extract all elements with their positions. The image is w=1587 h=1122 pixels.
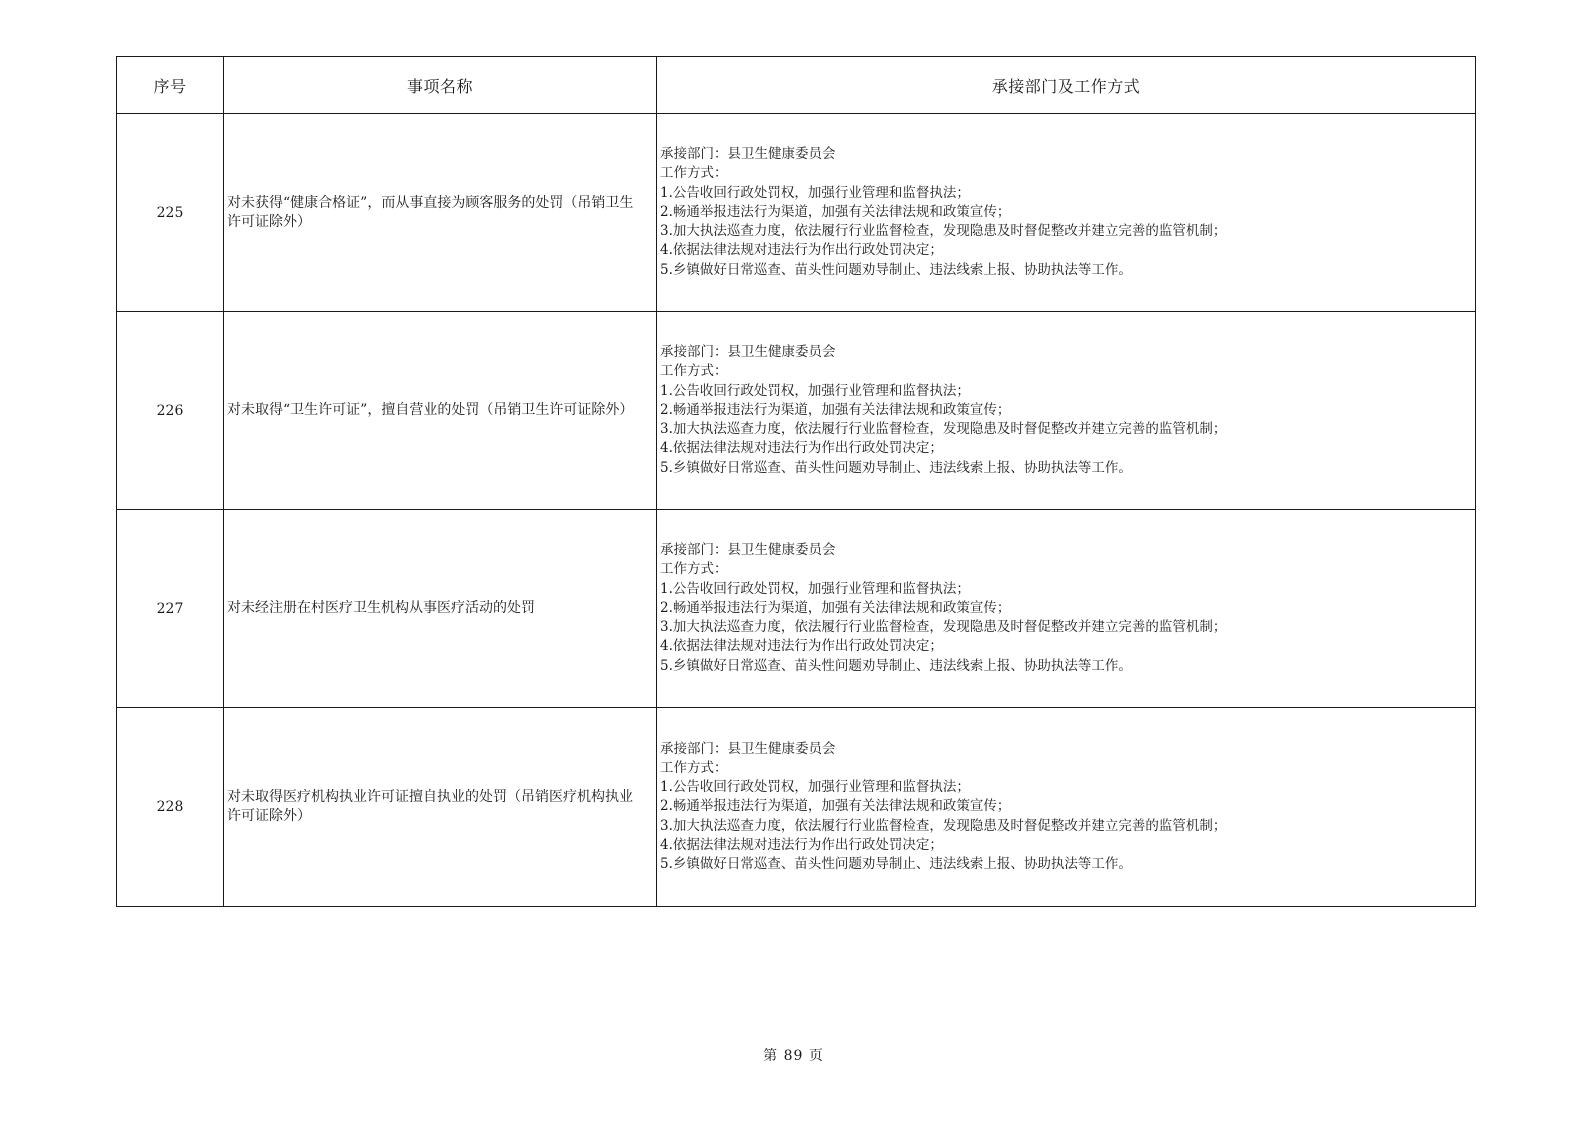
dept-line: 1.公告收回行政处罚权，加强行业管理和监督执法； [660, 382, 970, 399]
dept-line: 4.依据法律法规对违法行为作出行政处罚决定； [660, 836, 943, 853]
dept-line: 承接部门：县卫生健康委员会 [660, 740, 836, 757]
matters-table [116, 56, 1476, 907]
header-dept: 承接部门及工作方式 [991, 76, 1141, 96]
dept-line: 3.加大执法巡查力度，依法履行行业监督检查，发现隐患及时督促整改并建立完善的监管机制； [660, 619, 1227, 636]
row-dept-cell [657, 510, 1475, 707]
row-name: 对未经注册在村医疗卫生机构从事医疗活动的处罚 [227, 600, 535, 616]
dept-line: 4.依据法律法规对违法行为作出行政处罚决定； [660, 638, 943, 655]
table-row [117, 510, 1475, 708]
row-name: 对未取得“卫生许可证”，擅自营业的处罚（吊销卫生许可证除外） [227, 402, 634, 418]
dept-line: 承接部门：县卫生健康委员会 [660, 344, 836, 361]
row-dept-lines [657, 343, 1226, 477]
row-seq-cell [117, 312, 224, 509]
row-dept-lines [657, 740, 1226, 874]
header-seq: 序号 [117, 57, 224, 113]
dept-line: 2.畅通举报违法行为渠道，加强有关法律法规和政策宣传； [660, 401, 1011, 418]
row-seq: 226 [156, 402, 184, 419]
dept-line: 1.公告收回行政处罚权，加强行业管理和监督执法； [660, 580, 970, 597]
row-dept-cell [657, 312, 1475, 509]
row-seq: 225 [156, 204, 184, 221]
header-name: 事项名称 [224, 57, 657, 113]
row-name: 对未获得“健康合格证”，而从事直接为顾客服务的处罚（吊销卫生许可证除外） [227, 194, 634, 230]
dept-line: 工作方式： [660, 165, 728, 182]
dept-line: 承接部门：县卫生健康委员会 [660, 542, 836, 559]
dept-line: 3.加大执法巡查力度，依法履行行业监督检查，发现隐患及时督促整改并建立完善的监管机制； [660, 421, 1227, 438]
row-dept-cell [657, 708, 1475, 906]
row-name-cell [224, 708, 657, 906]
dept-line: 5.乡镇做好日常巡查、苗头性问题劝导制止、违法线索上报、协助执法等工作。 [660, 459, 1132, 476]
dept-line: 2.畅通举报违法行为渠道，加强有关法律法规和政策宣传； [660, 798, 1011, 815]
dept-line: 5.乡镇做好日常巡查、苗头性问题劝导制止、违法线索上报、协助执法等工作。 [660, 657, 1132, 674]
dept-line: 5.乡镇做好日常巡查、苗头性问题劝导制止、违法线索上报、协助执法等工作。 [660, 856, 1132, 872]
dept-line: 5.乡镇做好日常巡查、苗头性问题劝导制止、违法线索上报、协助执法等工作。 [660, 261, 1132, 278]
row-name-cell [224, 312, 657, 509]
row-dept-lines [657, 541, 1226, 675]
dept-line: 2.畅通举报违法行为渠道，加强有关法律法规和政策宣传； [660, 203, 1011, 220]
dept-line: 4.依据法律法规对违法行为作出行政处罚决定； [660, 242, 943, 259]
dept-line: 工作方式： [660, 759, 728, 776]
dept-line: 工作方式： [660, 561, 728, 578]
table-row [117, 708, 1475, 906]
table-row [117, 114, 1475, 312]
table-row [117, 312, 1475, 510]
row-name: 对未取得医疗机构执业许可证擅自执业的处罚（吊销医疗机构执业许可证除外） [227, 789, 633, 824]
dept-line: 2.畅通举报违法行为渠道，加强有关法律法规和政策宣传； [660, 599, 1011, 616]
dept-line: 3.加大执法巡查力度，依法履行行业监督检查，发现隐患及时督促整改并建立完善的监管机制； [660, 223, 1227, 240]
row-seq-cell [117, 510, 224, 707]
dept-line: 4.依据法律法规对违法行为作出行政处罚决定； [660, 440, 943, 457]
table-header-row [117, 57, 1475, 114]
dept-line: 3.加大执法巡查力度，依法履行行业监督检查，发现隐患及时督促整改并建立完善的监管机制； [660, 817, 1227, 834]
row-seq-cell [117, 114, 224, 311]
dept-line: 1.公告收回行政处罚权，加强行业管理和监督执法； [660, 779, 970, 796]
dept-line: 工作方式： [660, 363, 728, 380]
row-dept-cell [657, 114, 1475, 311]
row-seq: 228 [156, 799, 184, 815]
row-name-cell [224, 510, 657, 707]
dept-line: 承接部门：县卫生健康委员会 [660, 146, 836, 163]
row-seq-cell [117, 708, 224, 906]
row-seq: 227 [156, 600, 184, 617]
page-number: 第 89 页 [763, 1048, 824, 1064]
row-dept-lines [657, 145, 1226, 279]
dept-line: 1.公告收回行政处罚权，加强行业管理和监督执法； [660, 184, 970, 201]
row-name-cell [224, 114, 657, 311]
